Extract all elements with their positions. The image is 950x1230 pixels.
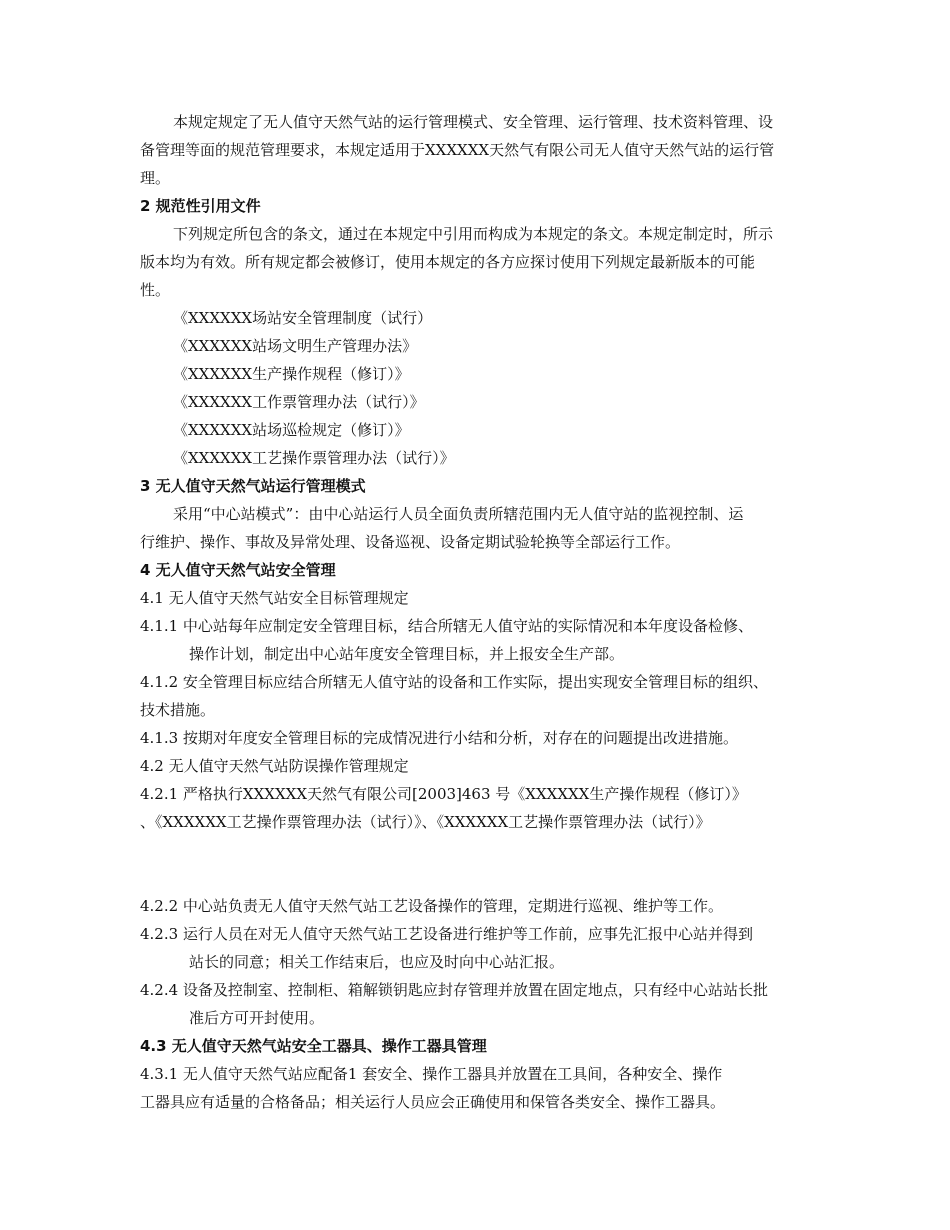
clause-4-1-2-line-2: 技术措施。	[140, 701, 216, 719]
reference-item: 《XXXXXX工艺操作票管理办法（试行）》	[173, 449, 455, 467]
section-2-para-line-1: 下列规定所包含的条文，通过在本规定中引用而构成为本规定的条文。本规定制定时，所示	[173, 225, 774, 243]
reference-item: 《XXXXXX生产操作规程（修订）》	[173, 365, 410, 383]
section-2-para-line-3: 性。	[140, 281, 171, 299]
clause-4-2-3-line-1: 4.2.3 运行人员在对无人值守天然气站工艺设备进行维护等工作前，应事先汇报中心站并得到	[140, 925, 753, 943]
clause-4-3-1-line-1: 4.3.1 无人值守天然气站应配备1 套安全、操作工器具并放置在工具间，各种安全、操作	[140, 1065, 723, 1083]
clause-4-2-3-line-2: 站长的同意；相关工作结束后，也应及时向中心站汇报。	[189, 953, 565, 971]
clause-4-1-1-line-2: 操作计划，制定出中心站年度安全管理目标，并上报安全生产部。	[189, 645, 625, 663]
section-3-para-line-2: 行维护、操作、事故及异常处理、设备巡视、设备定期试验轮换等全部运行工作。	[140, 533, 681, 551]
clause-4-2-4-line-2: 准后方可开封使用。	[189, 1009, 325, 1027]
intro-line-1: 本规定规定了无人值守天然气站的运行管理模式、安全管理、运行管理、技术资料管理、设	[173, 113, 774, 131]
clause-4-1-3: 4.1.3 按期对年度安全管理目标的完成情况进行小结和分析，对存在的问题提出改进措施。	[140, 729, 738, 747]
clause-4-2-1-line-2: 、《XXXXXX工艺操作票管理办法（试行）》、《XXXXXX工艺操作票管理办法（试行）》	[140, 813, 711, 831]
clause-4-1-2-line-1: 4.1.2 安全管理目标应结合所辖无人值守站的设备和工作实际，提出实现安全管理目标的组织、	[140, 673, 768, 691]
section-2-para-line-2: 版本均为有效。所有规定都会被修订，使用本规定的各方应探讨使用下列规定最新版本的可能	[140, 253, 756, 271]
subsection-4-2-heading: 4.2 无人值守天然气站防误操作管理规定	[140, 757, 409, 775]
section-4-heading: 4 无人值守天然气站安全管理	[140, 561, 336, 579]
reference-item: 《XXXXXX工作票管理办法（试行）》	[173, 393, 425, 411]
clause-4-2-4-line-1: 4.2.4 设备及控制室、控制柜、箱解锁钥匙应封存管理并放置在固定地点，只有经中心站站长批	[140, 981, 768, 999]
clause-4-3-1-line-2: 工器具应有适量的合格备品；相关运行人员应会正确使用和保管各类安全、操作工器具。	[140, 1093, 726, 1111]
clause-4-1-1-line-1: 4.1.1 中心站每年应制定安全管理目标，结合所辖无人值守站的实际情况和本年度设备检修、	[140, 617, 753, 635]
clause-4-2-2: 4.2.2 中心站负责无人值守天然气站工艺设备操作的管理，定期进行巡视、维护等工作。	[140, 897, 723, 915]
intro-line-3: 理。	[140, 169, 171, 187]
section-3-para-line-1: 采用“中心站模式”：由中心站运行人员全面负责所辖范围内无人值守站的监视控制、运	[173, 505, 744, 523]
reference-item: 《XXXXXX场站安全管理制度（试行）	[173, 309, 433, 327]
reference-item: 《XXXXXX站场文明生产管理办法》	[173, 337, 418, 355]
intro-line-2: 备管理等面的规范管理要求，本规定适用于XXXXXX天然气有限公司无人值守天然气站的运行管	[140, 141, 775, 159]
clause-4-2-1-line-1: 4.2.1 严格执行XXXXXX天然气有限公司[2003]463 号《XXXXXX生产操作规程（修订）》	[140, 785, 747, 803]
section-3-heading: 3 无人值守天然气站运行管理模式	[140, 477, 366, 495]
subsection-4-3-heading: 4.3 无人值守天然气站安全工器具、操作工器具管理	[140, 1037, 487, 1055]
section-2-heading: 2 规范性引用文件	[140, 197, 261, 215]
subsection-4-1-heading: 4.1 无人值守天然气站安全目标管理规定	[140, 589, 409, 607]
reference-item: 《XXXXXX站场巡检规定（修订）》	[173, 421, 410, 439]
